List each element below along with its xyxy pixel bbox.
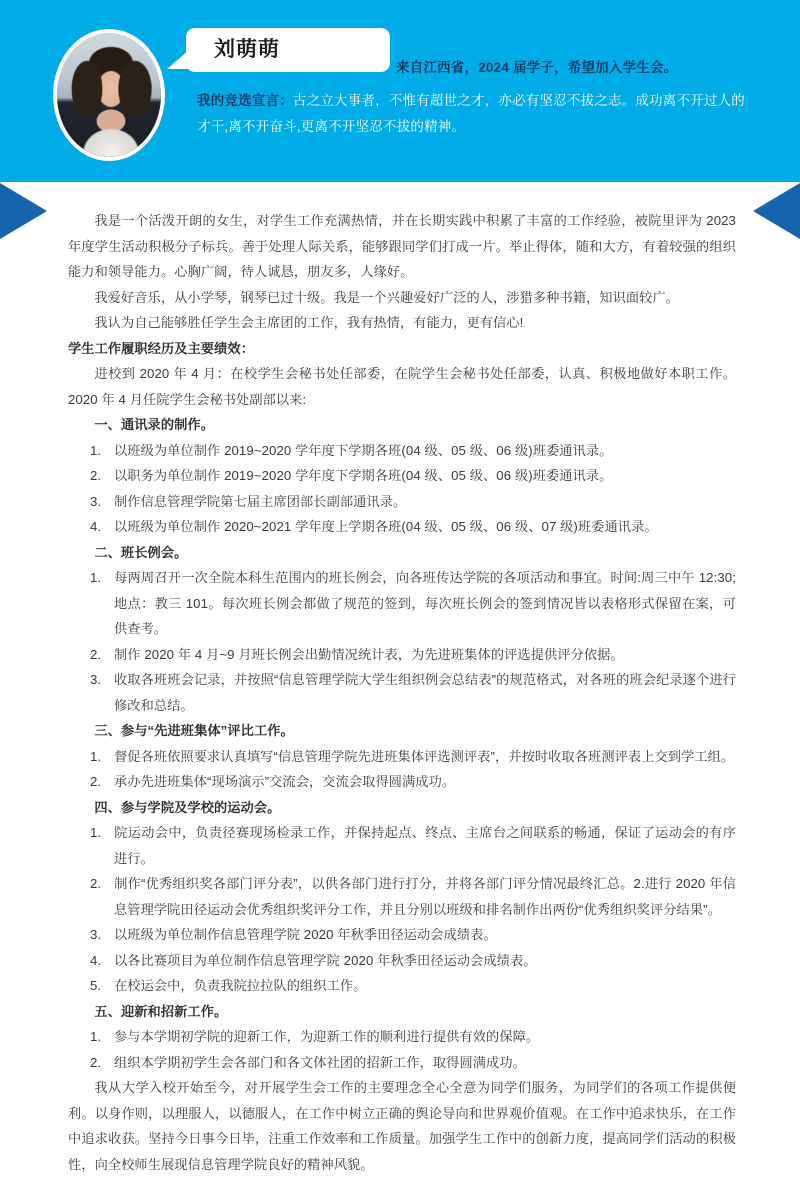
list-item — [90, 922, 736, 948]
list-item-text: 以各比赛项目为单位制作信息管理学院 2020 年秋季田径运动会成绩表。 — [114, 952, 537, 968]
list-item — [90, 1024, 736, 1050]
closing-paragraph: 我从大学入校开始至今，对开展学生会工作的主要理念全心全意为同学们服务，为同学们的各项工作提供便利。以身作则，以理服人，以德服人，在工作中树立正确的舆论导向和世界观价值观。在工作中追求快乐，在工作中追求收获。坚持今日事今日毕，注重工作效率和工作质量。加强学生工作中的创新力度，提高同学们活动的积极性，向全校师生展现信息管理学院良好的精神风貌。 — [68, 1080, 736, 1172]
section-heading: 二、班长例会。 — [94, 544, 188, 560]
list-item-text: 督促各班依照要求认真填写“信息管理学院先进班集体评选测评表”，并按时收取各班测评表上交到学工组。 — [114, 748, 735, 764]
list-item-text: 以班级为单位制作 2020~2021 学年度上学期各班(04 级、05 级、06 级、07 级)班委通讯录。 — [114, 519, 658, 534]
list-item — [90, 667, 736, 718]
candidate-tagline: 来自江西省，2024 届学子，希望加入学生会。 — [396, 60, 678, 75]
list-item — [90, 438, 736, 464]
list-item-text: 制作“优秀组织奖各部门评分表”，以供各部门进行打分，并将各部门评分情况最终汇总。2.进行 2020 年信息管理学院田径运动会优秀组织奖评分工作，并且分别以班级和排名制作出两份“优秀组织奖评分结果”。 — [114, 876, 736, 917]
section-heading: 四、参与学院及学校的运动会。 — [94, 799, 281, 815]
list-item-text: 在校运会中，负责我院拉拉队的组织工作。 — [114, 978, 367, 993]
list-item-text: 组织本学期初学生会各部门和各文体社团的招新工作，取得圆满成功。 — [114, 1054, 526, 1070]
list-item-number: 1. — [90, 748, 102, 764]
main-lead-paragraph: 进校到 2020 年 4 月：在校学生会秘书处任部委，在院学生会秘书处任部委，认真、积极地做好本职工作。2020 年 4 月任院学生会秘书处副部以来: — [68, 366, 736, 407]
list-item — [90, 973, 736, 999]
avatar-photo — [57, 33, 161, 157]
list-item-text: 每两周召开一次全院本科生范围内的班长例会，向各班传达学院的各项活动和事宜。时间:周三中午 12:30;地点：教三 101。每次班长例会都做了规范的签到，每次班长例会的签到情况皆以表格形式保留在案，可供查考。 — [114, 570, 736, 636]
list-item-number: 4. — [90, 952, 102, 968]
list-item-number: 3. — [90, 493, 102, 509]
list-item-text: 承办先进班集体“现场演示”交流会，交流会取得圆满成功。 — [114, 774, 456, 789]
section-item-list — [68, 438, 736, 540]
speech-bubble-tail — [167, 50, 189, 69]
list-item-number: 2. — [90, 646, 102, 662]
list-item — [90, 769, 736, 795]
candidate-slogan — [197, 88, 757, 140]
list-item-number: 1. — [90, 1029, 102, 1044]
list-item-number: 2. — [90, 1054, 102, 1070]
list-item-text: 制作信息管理学院第七届主席团部长副部通讯录。 — [114, 493, 407, 509]
section-item-list — [68, 820, 736, 999]
list-item-number: 3. — [90, 672, 102, 687]
slogan-text: 古之立大事者，不惟有超世之才，亦必有坚忍不拔之志。成功离不开过人的才干,离不开奋斗,更离不开坚忍不拔的精神。 — [197, 93, 746, 134]
list-item-number: 3. — [90, 927, 102, 942]
list-item — [90, 642, 736, 668]
list-item — [90, 1050, 736, 1076]
document-body — [0, 182, 800, 1177]
list-item — [90, 744, 736, 770]
list-item-text: 以职务为单位制作 2019~2020 学年度下学期各班(04 级、05 级、06 级)班委通讯录。 — [114, 468, 613, 483]
intro-paragraph-1: 我是一个活泼开朗的女生，对学生工作充满热情，并在长期实践中积累了丰富的工作经验，被院里评为 2023 年度学生活动积极分子标兵。善于处理人际关系，能够跟同学们打成一片。举止得体，随和大方，有着较强的组织能力和领导能力。心胸广阔，待人诚恳，朋友多，人缘好。 — [68, 213, 736, 279]
sections-container — [68, 412, 736, 1075]
avatar — [53, 29, 165, 161]
section-heading: 五、迎新和招新工作。 — [94, 1003, 228, 1019]
document-content — [0, 182, 800, 1177]
list-item-text: 院运动会中，负责径赛现场检录工作，并保持起点、终点、主席台之间联系的畅通，保证了运动会的有序进行。 — [114, 825, 736, 866]
list-item-text: 以班级为单位制作 2019~2020 学年度下学期各班(04 级、05 级、06 级)班委通讯录。 — [114, 442, 613, 458]
candidate-name: 刘萌萌 — [214, 38, 280, 61]
list-item-text: 参与本学期初学院的迎新工作，为迎新工作的顺利进行提供有效的保障。 — [114, 1029, 540, 1044]
list-item — [90, 514, 736, 540]
section-item-list — [68, 744, 736, 795]
list-item-number: 2. — [90, 876, 102, 891]
list-item-text: 收取各班班会记录，并按照“信息管理学院大学生组织例会总结表”的规范格式，对各班的班会纪录逐个进行修改和总结。 — [114, 672, 736, 713]
list-item-number: 2. — [90, 774, 102, 789]
list-item-text: 以班级为单位制作信息管理学院 2020 年秋季田径运动会成绩表。 — [114, 927, 497, 942]
list-item — [90, 820, 736, 871]
header-banner — [0, 0, 800, 182]
list-item-number: 5. — [90, 978, 102, 993]
list-item — [90, 489, 736, 515]
intro-paragraph-3: 我认为自己能够胜任学生会主席团的工作，我有热情，有能力，更有信心! — [94, 315, 524, 330]
section-heading: 三、参与“先进班集体”评比工作。 — [94, 723, 294, 738]
list-item — [90, 565, 736, 642]
slogan-label: 我的竞选宣言： — [197, 93, 293, 108]
list-item-number: 4. — [90, 519, 102, 534]
main-heading: 学生工作履职经历及主要绩效： — [68, 340, 255, 356]
list-item-text: 制作 2020 年 4 月~9 月班长例会出勤情况统计表，为先进班集体的评选提供评分依据。 — [114, 646, 624, 662]
list-item-number: 2. — [90, 468, 102, 483]
list-item — [90, 948, 736, 974]
list-item-number: 1. — [90, 825, 102, 840]
name-speech-bubble — [186, 28, 390, 72]
section-item-list — [68, 1024, 736, 1075]
list-item — [90, 871, 736, 922]
section-heading: 一、通讯录的制作。 — [94, 417, 214, 432]
list-item-number: 1. — [90, 442, 102, 458]
list-item-number: 1. — [90, 570, 102, 585]
intro-paragraph-2: 我爱好音乐，从小学琴，钢琴已过十级。我是一个兴趣爱好广泛的人，涉猎多种书籍，知识面较广。 — [94, 289, 680, 305]
list-item — [90, 463, 736, 489]
section-item-list — [68, 565, 736, 718]
